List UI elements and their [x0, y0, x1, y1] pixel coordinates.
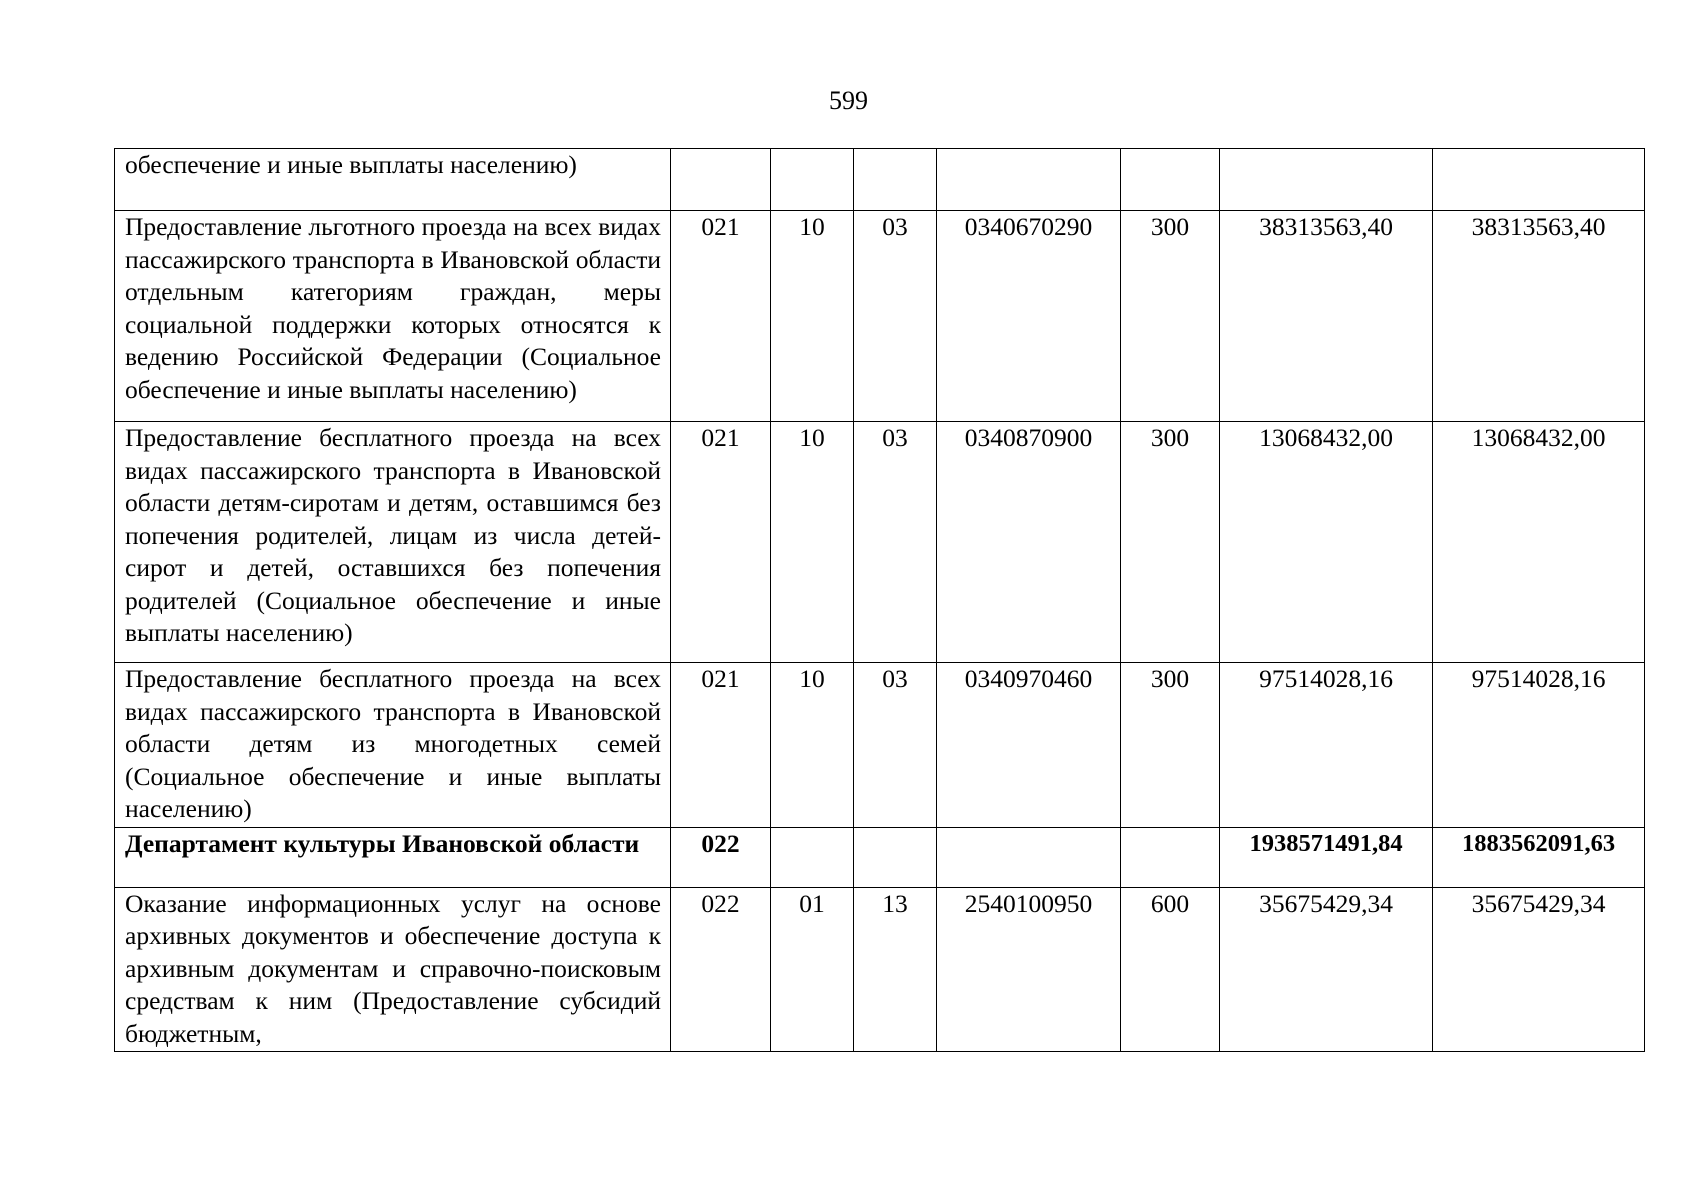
ministry-code: 021 — [671, 422, 771, 663]
section-code: 01 — [771, 887, 854, 1052]
ministry-code — [671, 149, 771, 211]
section-code — [771, 149, 854, 211]
target-article-code — [937, 149, 1121, 211]
target-article-code: 0340970460 — [937, 663, 1121, 828]
row-description: Предоставление льготного проезда на всех видах пассажирского транспорта в Ивановской области отдельным категориям граждан, меры социальной поддержки которых относятся к ведению Российской Федерации (Социальное обеспечение и иные выплаты населению) — [115, 211, 671, 422]
ministry-code: 022 — [671, 887, 771, 1052]
amount-first-year: 13068432,00 — [1220, 422, 1433, 663]
subsection-code: 03 — [854, 211, 937, 422]
row-description: Департамент культуры Ивановской области — [115, 827, 671, 887]
target-article-code — [937, 827, 1121, 887]
page-number: 599 — [829, 86, 868, 115]
section-code — [771, 827, 854, 887]
target-article-code: 0340670290 — [937, 211, 1121, 422]
table-row — [115, 663, 1645, 828]
expense-type-code: 300 — [1121, 422, 1220, 663]
amount-first-year: 35675429,34 — [1220, 887, 1433, 1052]
ministry-code: 021 — [671, 663, 771, 828]
expense-type-code — [1121, 149, 1220, 211]
row-description: Оказание информационных услуг на основе архивных документов и обеспечение доступа к архивным документам и справочно-поисковым средствам к ним (Предоставление субсидий бюджетным, — [115, 887, 671, 1052]
amount-first-year: 97514028,16 — [1220, 663, 1433, 828]
amount-second-year — [1433, 149, 1645, 211]
table-row — [115, 149, 1645, 211]
expense-type-code: 300 — [1121, 663, 1220, 828]
amount-first-year: 38313563,40 — [1220, 211, 1433, 422]
expense-type-code — [1121, 827, 1220, 887]
section-code: 10 — [771, 211, 854, 422]
table-row — [115, 827, 1645, 887]
section-code: 10 — [771, 422, 854, 663]
table-row — [115, 422, 1645, 663]
ministry-code: 021 — [671, 211, 771, 422]
subsection-code: 13 — [854, 887, 937, 1052]
row-description: обеспечение и иные выплаты населению) — [115, 149, 671, 211]
target-article-code: 0340870900 — [937, 422, 1121, 663]
expense-type-code: 600 — [1121, 887, 1220, 1052]
row-description: Предоставление бесплатного проезда на всех видах пассажирского транспорта в Ивановской области детям из многодетных семей (Социальное обеспечение и иные выплаты населению) — [115, 663, 671, 828]
table-body — [115, 149, 1645, 1052]
subsection-code: 03 — [854, 422, 937, 663]
table-row — [115, 211, 1645, 422]
amount-second-year: 13068432,00 — [1433, 422, 1645, 663]
subsection-code: 03 — [854, 663, 937, 828]
target-article-code: 2540100950 — [937, 887, 1121, 1052]
amount-second-year: 1883562091,63 — [1433, 827, 1645, 887]
budget-table — [114, 148, 1645, 1052]
ministry-code: 022 — [671, 827, 771, 887]
row-description: Предоставление бесплатного проезда на всех видах пассажирского транспорта в Ивановской области детям-сиротам и детям, оставшимся без попечения родителей, лицам из числа детей-сирот и детей, оставшихся без попечения родителей (Социальное обеспечение и иные выплаты населению) — [115, 422, 671, 663]
expense-type-code: 300 — [1121, 211, 1220, 422]
subsection-code — [854, 827, 937, 887]
amount-second-year: 97514028,16 — [1433, 663, 1645, 828]
section-code: 10 — [771, 663, 854, 828]
amount-second-year: 35675429,34 — [1433, 887, 1645, 1052]
amount-first-year — [1220, 149, 1433, 211]
amount-second-year: 38313563,40 — [1433, 211, 1645, 422]
amount-first-year: 1938571491,84 — [1220, 827, 1433, 887]
subsection-code — [854, 149, 937, 211]
table-row — [115, 887, 1645, 1052]
